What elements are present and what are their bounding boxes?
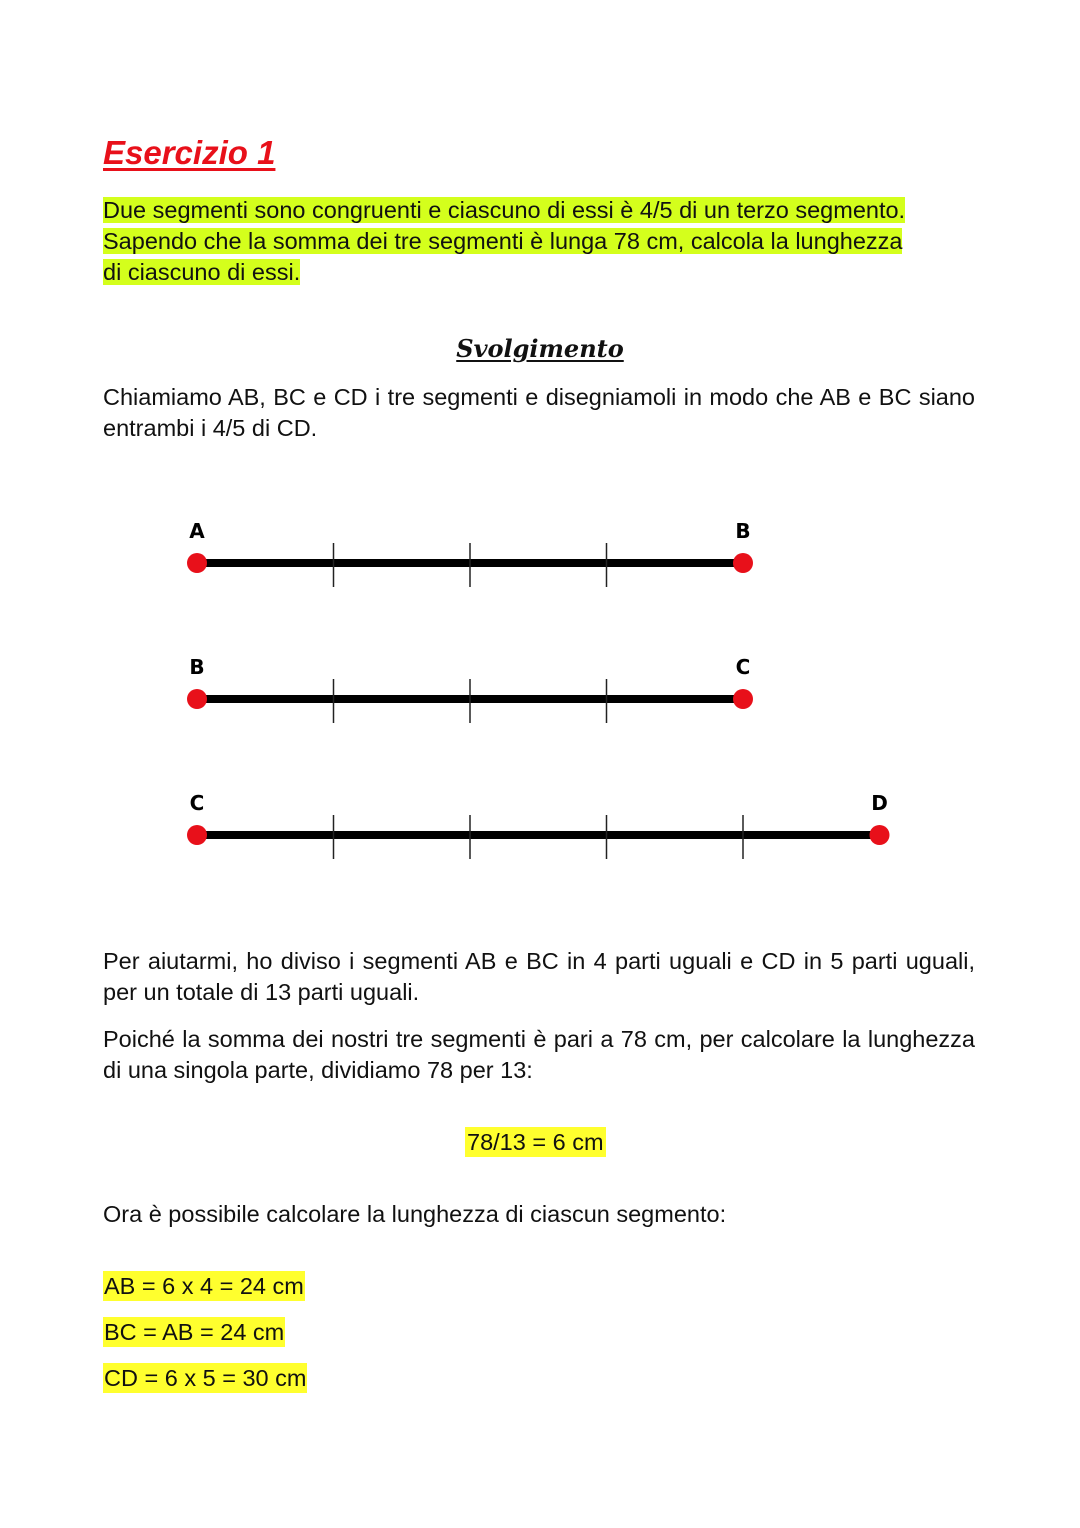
problem-statement bbox=[103, 195, 975, 288]
conclusion-paragraph: Ora è possibile calcolare la lunghezza di ciascun segmento: bbox=[103, 1201, 727, 1227]
endpoint-c-label: C bbox=[735, 655, 751, 679]
endpoint-c-dot bbox=[733, 689, 753, 709]
calculation-cd: CD = 6 x 5 = 30 cm bbox=[104, 1365, 307, 1391]
endpoint-b-dot bbox=[187, 689, 207, 709]
endpoint-c-dot bbox=[187, 825, 207, 845]
calculation-bc: BC = AB = 24 cm bbox=[104, 1319, 285, 1345]
explanation-paragraph-2: Poiché la somma dei nostri tre segmenti è pari a 78 cm, per calcolare la lunghezza di una singola parte, dividiamo 78 per 13: bbox=[103, 1026, 975, 1083]
explanation-paragraph-1: Per aiutarmi, ho diviso i segmenti AB e BC in 4 parti uguali e CD in 5 parti uguali, per un totale di 13 parti uguali. bbox=[103, 948, 975, 1005]
segments-diagram bbox=[0, 500, 1080, 880]
problem-line-3: di ciascuno di essi. bbox=[103, 259, 301, 285]
endpoint-c-label: C bbox=[189, 791, 205, 815]
intro-paragraph: Chiamiamo AB, BC e CD i tre segmenti e disegniamoli in modo che AB e BC siano entrambi i 4/5 di CD. bbox=[103, 384, 975, 441]
solution-heading: Svolgimento bbox=[456, 334, 624, 363]
unit-length-result: 78/13 = 6 cm bbox=[467, 1129, 604, 1155]
calculation-ab: AB = 6 x 4 = 24 cm bbox=[104, 1273, 304, 1299]
endpoint-b-dot bbox=[733, 553, 753, 573]
endpoint-a-label: A bbox=[189, 519, 205, 543]
endpoint-a-dot bbox=[187, 553, 207, 573]
endpoint-b-label: B bbox=[189, 655, 205, 679]
endpoint-b-label: B bbox=[735, 519, 751, 543]
exercise-title: Esercizio 1 bbox=[103, 134, 276, 171]
endpoint-d-dot bbox=[870, 825, 890, 845]
endpoint-d-label: D bbox=[871, 791, 888, 815]
problem-line-1: Due segmenti sono congruenti e ciascuno di essi è 4/5 di un terzo segmento. bbox=[103, 197, 906, 223]
problem-line-2: Sapendo che la somma dei tre segmenti è lunga 78 cm, calcola la lunghezza bbox=[103, 228, 903, 254]
